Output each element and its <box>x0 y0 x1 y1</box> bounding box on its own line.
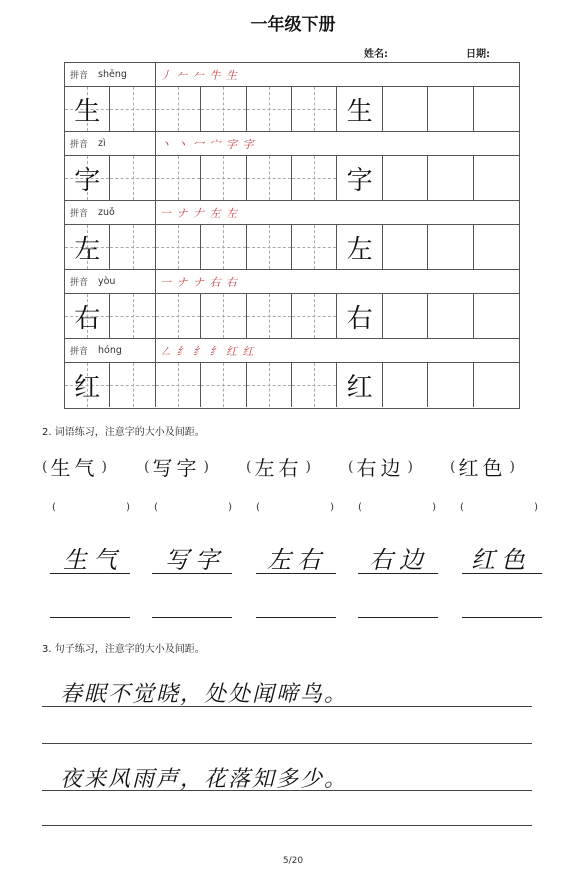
blank-cell <box>383 87 428 131</box>
trace-cell <box>156 156 201 200</box>
trace-cell <box>156 87 201 131</box>
pinyin-row <box>65 132 519 156</box>
blank-cell <box>428 363 473 407</box>
copy-character: 字 <box>346 165 373 196</box>
handwritten-word: 左右 <box>267 546 327 574</box>
stroke-order: 一 ナ 𠂇 左 左 <box>160 207 238 220</box>
blank-cell <box>474 156 519 200</box>
copy-character: 红 <box>346 372 373 403</box>
page-number: 5/20 <box>282 856 304 866</box>
handwritten-word: 红色 <box>471 546 531 574</box>
trace-cell <box>201 294 246 338</box>
model-character: 红 <box>74 372 101 403</box>
name-label: 姓名: <box>364 49 388 60</box>
writing-underline <box>358 617 438 618</box>
writing-underline <box>152 617 232 618</box>
pinyin-text: zuǒ <box>98 207 115 218</box>
word-text: 红色 <box>458 456 507 480</box>
copy-character: 右 <box>346 303 373 334</box>
stroke-order: 一 ナ ナ 右 右 <box>160 276 238 289</box>
copy-cell <box>337 87 382 131</box>
trace-cell <box>292 294 337 338</box>
word-text: 写字 <box>152 456 201 480</box>
blank-cell <box>474 87 519 131</box>
blank-cell <box>383 225 428 269</box>
model-character: 左 <box>74 234 101 265</box>
trace-cell <box>292 156 337 200</box>
trace-cell <box>110 87 155 131</box>
blank-cell <box>474 363 519 407</box>
trace-cell <box>247 87 292 131</box>
writing-line <box>42 706 532 707</box>
sentence-1: 春眠不觉晓，处处闻啼鸟。 <box>60 682 349 707</box>
pinyin-label: 拼音 <box>70 71 89 81</box>
writing-underline <box>256 617 336 618</box>
trace-cell <box>110 225 155 269</box>
trace-cell <box>247 363 292 407</box>
model-cell <box>65 294 110 338</box>
stroke-order: 丶 丶 冖 宀 字 字 <box>160 138 255 151</box>
copy-cell <box>337 294 382 338</box>
blank-parenthesis: ( ) <box>154 502 232 513</box>
blank-parenthesis: ( ) <box>52 502 130 513</box>
word-text: 生气 <box>50 456 99 480</box>
handwritten-word-row <box>42 540 552 575</box>
copy-cell <box>337 363 382 407</box>
word-item: ( 左右 ) <box>246 452 348 481</box>
trace-cell <box>110 156 155 200</box>
trace-cell <box>247 294 292 338</box>
copy-cell <box>337 156 382 200</box>
blank-cell <box>474 225 519 269</box>
blank-cell <box>383 294 428 338</box>
writing-line <box>42 790 532 791</box>
writing-underline <box>256 573 336 574</box>
writing-underline <box>152 573 232 574</box>
section-3-title: 3. 句子练习，注意字的大小及间距。 <box>42 644 205 655</box>
blank-parenthesis-row <box>42 502 552 513</box>
pinyin-text: zì <box>98 138 106 149</box>
trace-cell <box>292 87 337 131</box>
pinyin-row <box>65 63 519 87</box>
pinyin-text: shēng <box>98 69 127 80</box>
pinyin-text: hóng <box>98 345 122 356</box>
pinyin-row <box>65 339 519 363</box>
pinyin-label: 拼音 <box>70 209 89 219</box>
pinyin-text: yòu <box>98 276 116 287</box>
trace-cell <box>201 87 246 131</box>
word-text: 右边 <box>356 456 405 480</box>
pinyin-label: 拼音 <box>70 140 89 150</box>
blank-cell <box>428 294 473 338</box>
blank-cell <box>428 225 473 269</box>
handwritten-word: 生气 <box>63 546 123 574</box>
word-text: 左右 <box>254 456 303 480</box>
word-item: ( 右边 ) <box>348 452 450 481</box>
copy-character: 生 <box>346 96 373 127</box>
character-row <box>65 156 519 201</box>
model-cell <box>65 363 110 407</box>
pinyin-label: 拼音 <box>70 278 89 288</box>
blank-parenthesis: ( ) <box>358 502 436 513</box>
trace-cell <box>201 363 246 407</box>
copy-character: 左 <box>346 234 373 265</box>
section-2-title: 2. 词语练习，注意字的大小及间距。 <box>42 427 205 438</box>
trace-cell <box>292 225 337 269</box>
blank-parenthesis: ( ) <box>256 502 334 513</box>
trace-cell <box>201 225 246 269</box>
pinyin-row <box>65 270 519 294</box>
pinyin-row <box>65 201 519 225</box>
model-character: 生 <box>74 96 101 127</box>
writing-underline <box>462 617 542 618</box>
blank-cell <box>474 294 519 338</box>
model-character: 右 <box>74 303 101 334</box>
word-item: ( 红色 ) <box>450 452 552 481</box>
character-row <box>65 363 519 408</box>
character-row <box>65 225 519 270</box>
date-label: 日期: <box>466 49 490 60</box>
model-cell <box>65 225 110 269</box>
model-character: 字 <box>74 165 101 196</box>
character-practice-grid <box>64 62 520 409</box>
trace-cell <box>110 363 155 407</box>
page-title: 一年级下册 <box>250 15 336 35</box>
trace-cell <box>247 156 292 200</box>
writing-underline <box>50 617 130 618</box>
writing-underline <box>462 573 542 574</box>
writing-line <box>42 825 532 826</box>
trace-cell <box>110 294 155 338</box>
character-row <box>65 87 519 132</box>
blank-cell <box>428 156 473 200</box>
model-cell <box>65 156 110 200</box>
pinyin-label: 拼音 <box>70 347 89 357</box>
copy-cell <box>337 225 382 269</box>
stroke-order: ㇜ 纟 纟 纟 红 红 <box>160 345 255 358</box>
trace-cell <box>201 156 246 200</box>
trace-cell <box>292 363 337 407</box>
writing-underline <box>358 573 438 574</box>
character-row <box>65 294 519 339</box>
blank-cell <box>383 363 428 407</box>
trace-cell <box>156 225 201 269</box>
word-parenthesis-row <box>42 452 552 481</box>
trace-cell <box>247 225 292 269</box>
model-cell <box>65 87 110 131</box>
blank-cell <box>428 87 473 131</box>
blank-cell <box>383 156 428 200</box>
trace-cell <box>156 294 201 338</box>
handwritten-word: 右边 <box>369 546 429 574</box>
word-item: ( 生气 ) <box>42 452 144 481</box>
word-item: ( 写字 ) <box>144 452 246 481</box>
stroke-order: 丿 𠂉 𠂉 牛 生 <box>160 69 238 82</box>
sentence-2: 夜来风雨声，花落知多少。 <box>60 767 349 792</box>
writing-line <box>42 743 532 744</box>
blank-parenthesis: ( ) <box>460 502 538 513</box>
trace-cell <box>156 363 201 407</box>
writing-underline <box>50 573 130 574</box>
handwritten-word: 写字 <box>165 546 225 574</box>
